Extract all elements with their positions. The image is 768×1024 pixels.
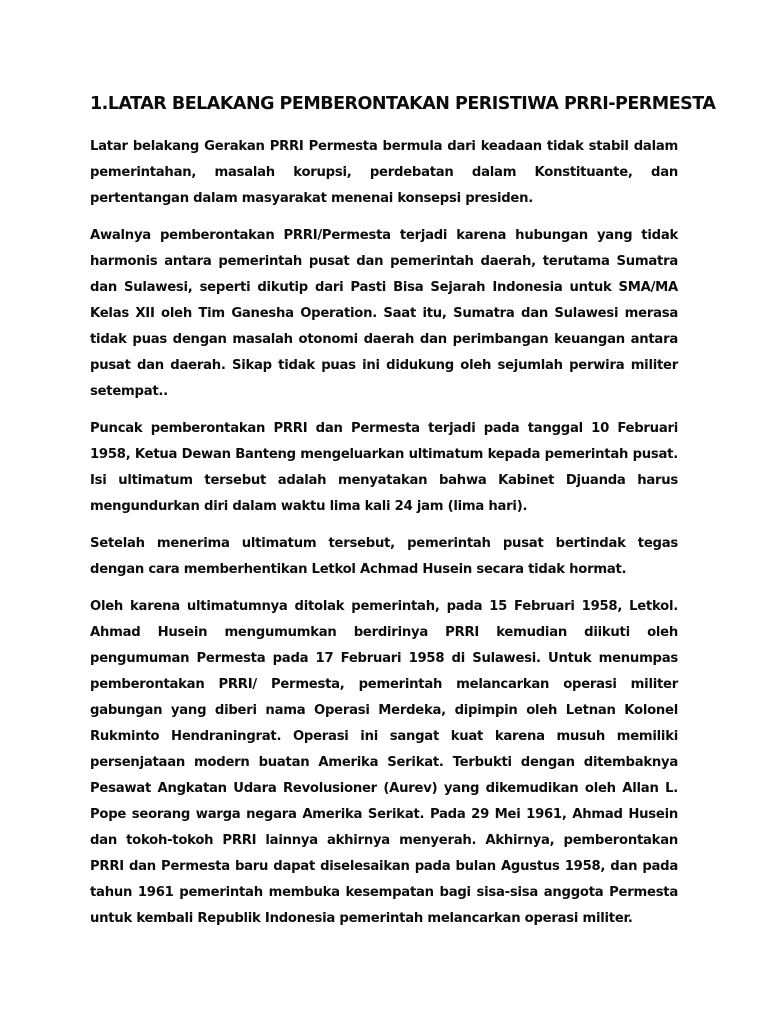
document-title: 1.LATAR BELAKANG PEMBERONTAKAN PERISTIWA PRRI-PERMESTA xyxy=(90,94,716,114)
paragraph-origin: Awalnya pemberontakan PRRI/Permesta terjadi karena hubungan yang tidak harmonis antara pemerintah pusat dan pemerintah daerah, terutama Sumatra dan Sulawesi, seperti dikutip dari Pasti Bisa Sejarah Indonesia untuk SMA/MA Kelas XII oleh Tim Ganesha Operation. Saat itu, Sumatra dan Sulawesi merasa tidak puas dengan masalah otonomi daerah dan perimbangan keuangan antara pusat dan daerah. Sikap tidak puas ini didukung oleh sejumlah perwira militer setempat.. xyxy=(90,228,678,399)
paragraph-climax: Puncak pemberontakan PRRI dan Permesta terjadi pada tanggal 10 Februari 1958, Ketua Dewan Banteng mengeluarkan ultimatum kepada pemerintah pusat. Isi ultimatum tersebut adalah menyatakan bahwa Kabinet Djuanda harus mengundurkan diri dalam waktu lima kali 24 jam (lima hari). xyxy=(90,421,678,514)
document-page xyxy=(90,92,716,943)
paragraph-resolution: Oleh karena ultimatumnya ditolak pemerintah, pada 15 Februari 1958, Letkol. Ahmad Husein mengumumkan berdirinya PRRI kemudian diikuti oleh pengumuman Permesta pada 17 Februari 1958 di Sulawesi. Untuk menumpas pemberontakan PRRI/ Permesta, pemerintah melancarkan operasi militer gabungan yang diberi nama Operasi Merdeka, dipimpin oleh Letnan Kolonel Rukminto Hendraningrat. Operasi ini sangat kuat karena musuh memiliki persenjataan modern buatan Amerika Serikat. Terbukti dengan ditembaknya Pesawat Angkatan Udara Revolusioner (Aurev) yang dikemudikan oleh Allan L. Pope seorang warga negara Amerika Serikat. Pada 29 Mei 1961, Ahmad Husein dan tokoh-tokoh PRRI lainnya akhirnya menyerah. Akhirnya, pemberontakan PRRI dan Permesta baru dapat diselesaikan pada bulan Agustus 1958, dan pada tahun 1961 pemerintah membuka kesempatan bagi sisa-sisa anggota Permesta untuk kembali Republik Indonesia pemerintah melancarkan operasi militer. xyxy=(90,599,678,926)
paragraph-response: Setelah menerima ultimatum tersebut, pemerintah pusat bertindak tegas dengan cara memberhentikan Letkol Achmad Husein secara tidak hormat. xyxy=(90,536,678,577)
paragraph-background: Latar belakang Gerakan PRRI Permesta bermula dari keadaan tidak stabil dalam pemerintahan, masalah korupsi, perdebatan dalam Konstituante, dan pertentangan dalam masyarakat menenai konsepsi presiden. xyxy=(90,139,678,206)
